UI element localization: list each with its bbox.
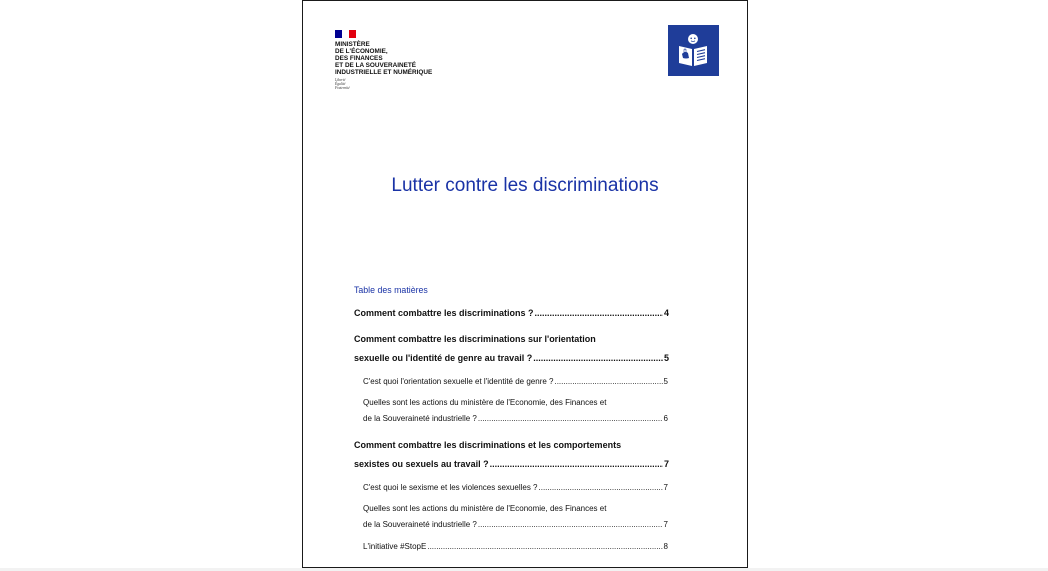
republic-motto bbox=[335, 78, 535, 91]
easy-to-read-logo bbox=[668, 25, 719, 76]
toc-entry-link[interactable] bbox=[354, 459, 669, 469]
flag-red-band bbox=[349, 30, 356, 38]
toc-entry-text: sexistes ou sexuels au travail ? bbox=[354, 459, 489, 469]
toc-page-number: 6 bbox=[663, 414, 668, 423]
toc-entry-text-line[interactable]: Comment combattre les discriminations sur l'orientation bbox=[354, 334, 596, 344]
toc-leader bbox=[478, 414, 663, 423]
toc-entry-text: sexuelle ou l'identité de genre au travail ? bbox=[354, 353, 533, 363]
toc-leader bbox=[539, 483, 663, 492]
toc-leader bbox=[478, 520, 663, 529]
toc-subentry-link[interactable] bbox=[363, 483, 668, 492]
ministry-logo bbox=[335, 30, 535, 91]
toc-page-number: 7 bbox=[663, 520, 668, 529]
toc-subentry-link[interactable] bbox=[363, 414, 668, 423]
ministry-name bbox=[335, 41, 535, 76]
toc-entry-text: de la Souveraineté industrielle ? bbox=[363, 520, 477, 529]
toc-entry-text: L'initiative #StopE bbox=[363, 542, 427, 551]
toc-entry-link[interactable] bbox=[354, 353, 669, 363]
toc-entry-text-line[interactable]: Quelles sont les actions du ministère de l'Economie, des Finances et bbox=[363, 398, 607, 407]
ministry-name-line: MINISTÈRE bbox=[335, 41, 370, 48]
toc-entry-text: C'est quoi le sexisme et les violences sexuelles ? bbox=[363, 483, 538, 492]
toc-leader bbox=[490, 459, 663, 469]
french-flag-icon bbox=[335, 30, 356, 38]
toc-leader bbox=[535, 308, 663, 318]
toc-entry-text: C'est quoi l'orientation sexuelle et l'identité de genre ? bbox=[363, 377, 554, 386]
toc-page-number: 8 bbox=[663, 542, 668, 551]
toc-entry-text-line[interactable]: Comment combattre les discriminations et les comportements bbox=[354, 440, 622, 450]
ministry-name-line: DE L'ÉCONOMIE, bbox=[335, 48, 388, 55]
toc-subentry-link[interactable] bbox=[363, 520, 668, 529]
toc-subentry-link[interactable] bbox=[363, 377, 668, 386]
motto-line: Égalité bbox=[335, 82, 346, 87]
toc-entry-text-line[interactable]: Quelles sont les actions du ministère de l'Economie, des Finances et bbox=[363, 504, 607, 513]
ministry-name-line: ET DE LA SOUVERAINETÉ bbox=[335, 62, 417, 69]
easy-to-read-icon bbox=[668, 25, 719, 76]
toc-entry-link[interactable] bbox=[354, 308, 669, 318]
toc-page-number: 5 bbox=[663, 353, 669, 363]
ministry-name-line: DES FINANCES bbox=[335, 55, 383, 62]
motto-line: Fraternité bbox=[335, 86, 350, 91]
flag-white-band bbox=[342, 30, 349, 38]
toc-entry-text: de la Souveraineté industrielle ? bbox=[363, 414, 477, 423]
toc-entry-text: Comment combattre les discriminations ? bbox=[354, 308, 534, 318]
toc-leader bbox=[427, 542, 662, 551]
toc-leader bbox=[533, 353, 663, 363]
toc-page-number: 7 bbox=[663, 483, 668, 492]
motto-line: Liberté bbox=[335, 78, 346, 82]
toc-page-number: 5 bbox=[663, 377, 668, 386]
toc-leader bbox=[554, 377, 662, 386]
toc-subentry-link[interactable] bbox=[363, 542, 668, 551]
flag-blue-band bbox=[335, 30, 342, 38]
toc-page-number: 7 bbox=[663, 459, 669, 469]
toc-heading: Table des matières bbox=[354, 285, 428, 295]
document-title: Lutter contre les discriminations bbox=[391, 175, 659, 196]
document-page bbox=[302, 0, 748, 568]
ministry-name-line: INDUSTRIELLE ET NUMÉRIQUE bbox=[335, 69, 433, 76]
toc-page-number: 4 bbox=[663, 308, 669, 318]
